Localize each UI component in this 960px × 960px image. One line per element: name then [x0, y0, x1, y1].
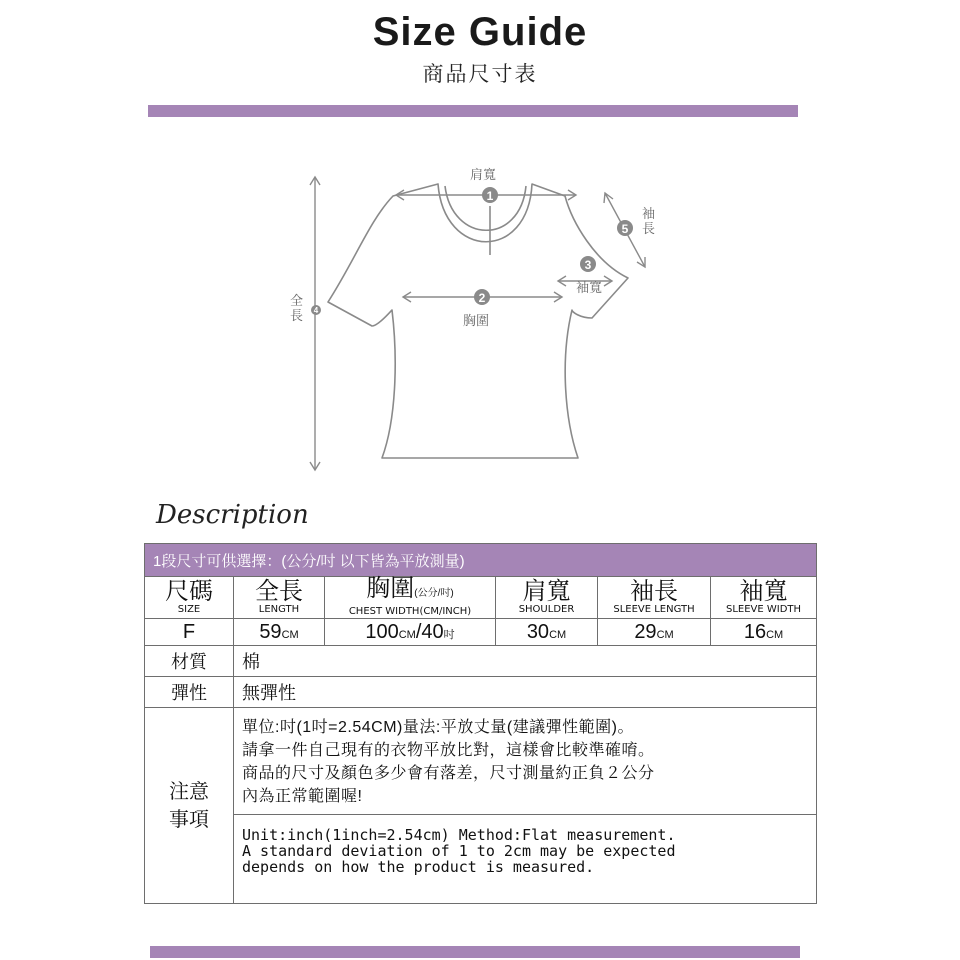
elasticity-row: [145, 677, 817, 708]
col-size-en: SIZE: [177, 603, 201, 615]
bottom-divider-bar: [150, 946, 800, 958]
cell-shoulder: 30CM: [496, 619, 598, 646]
cell-chest: 100CM/40吋: [325, 619, 496, 646]
col-length-zh: 全長: [255, 577, 303, 605]
notes-label: [145, 708, 234, 904]
marker-5: 5: [621, 222, 629, 236]
note-zh-line: 商品的尺寸及顏色多少會有落差，尺寸測量約正負２公分: [242, 765, 655, 782]
col-length-en: LENGTH: [258, 603, 300, 615]
cell-size: F: [145, 619, 234, 646]
shoulder-label: 肩寬: [470, 168, 497, 183]
col-sleeve-width: [711, 577, 817, 619]
size-table: [144, 543, 817, 904]
notes-zh: [234, 708, 817, 815]
notes-label-line-2: 事項: [169, 808, 209, 831]
col-sleeve-width-en: SLEEVE WIDTH: [725, 603, 802, 615]
table-row: [145, 619, 817, 646]
note-en-line: depends on how the product is measured.: [242, 858, 595, 876]
material-value: 棉: [234, 646, 817, 677]
marker-2: 2: [478, 291, 486, 305]
col-sleeve-width-zh: 袖寬: [739, 577, 788, 605]
table-header-row: [145, 577, 817, 619]
sleeve-length-label-2: 長: [642, 222, 656, 237]
marker-1: 1: [486, 189, 494, 203]
page-title: Size Guide: [372, 10, 588, 54]
length-label-1: 全: [290, 294, 304, 309]
col-size: [145, 577, 234, 619]
chest-label: 胸圍: [463, 314, 490, 329]
notes-en: [234, 815, 817, 904]
cell-sleeve-width: 16CM: [711, 619, 817, 646]
table-heading-row: [145, 544, 817, 577]
page-subtitle: 商品尺寸表: [422, 63, 538, 86]
note-zh-line: 請拿一件自己現有的衣物平放比對，這樣會比較準確唷。: [242, 742, 655, 759]
material-row: [145, 646, 817, 677]
col-shoulder-zh: 肩寬: [522, 577, 571, 605]
cell-sleeve-length: 29CM: [598, 619, 711, 646]
note-en-line: A standard deviation of 1 to 2cm may be expected: [242, 842, 676, 860]
col-chest-zh: 胸圍(公分/吋): [366, 575, 454, 602]
col-sleeve-length-zh: 袖長: [630, 577, 678, 605]
col-chest: [325, 577, 496, 619]
col-shoulder: [496, 577, 598, 619]
note-en-line: Unit:inch(1inch=2.54cm) Method:Flat measurement.: [242, 826, 676, 844]
sleeve-width-label: 袖寬: [576, 281, 603, 296]
sleeve-length-label-1: 袖: [642, 207, 656, 222]
col-sleeve-length-en: SLEEVE LENGTH: [613, 603, 695, 615]
elasticity-label: 彈性: [145, 677, 234, 708]
col-size-zh: 尺碼: [165, 577, 213, 605]
note-zh-line: 內為正常範圍喔!: [242, 788, 363, 805]
material-label: 材質: [145, 646, 234, 677]
col-shoulder-en: SHOULDER: [518, 603, 575, 615]
col-sleeve-length: [598, 577, 711, 619]
length-label-2: 長: [290, 309, 304, 324]
marker-3: 3: [584, 258, 592, 272]
col-chest-en: CHEST WIDTH(CM/INCH): [348, 606, 472, 617]
cell-length: 59CM: [234, 619, 325, 646]
notes-label-line-1: 注意: [169, 780, 209, 803]
col-length: [234, 577, 325, 619]
description-heading: Description: [156, 500, 309, 530]
notes-row-en: [145, 815, 817, 904]
note-zh-line: 單位:吋(1吋=2.54CM)量法:平放丈量(建議彈性範圍)。: [242, 719, 634, 736]
table-heading: 1段尺寸可供選擇：(公分/吋 以下皆為平放測量): [145, 544, 817, 577]
notes-row-zh: [145, 708, 817, 815]
elasticity-value: 無彈性: [234, 677, 817, 708]
marker-4: 4: [313, 306, 319, 315]
